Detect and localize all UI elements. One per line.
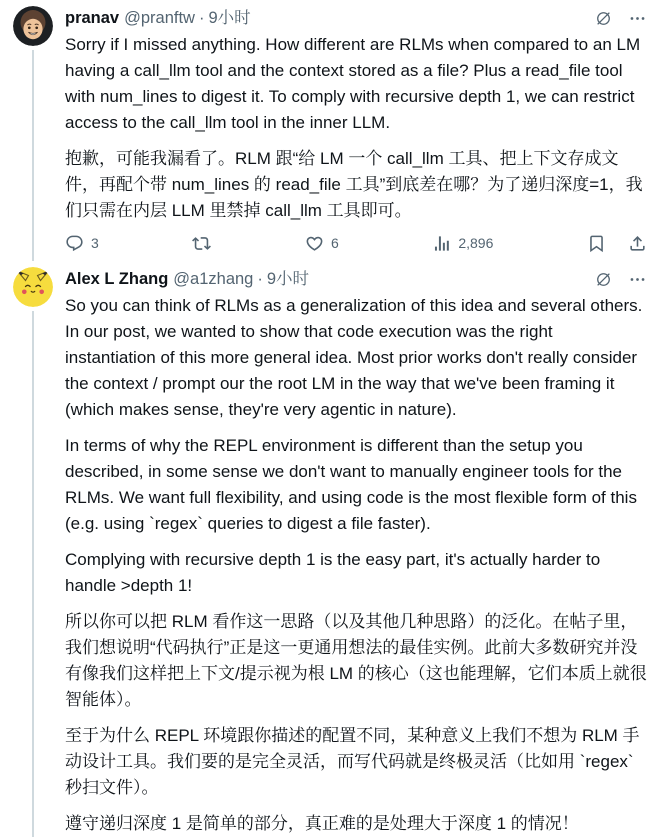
timestamp[interactable]: 9小时 — [208, 9, 251, 27]
tweet-paragraph-en: So you can think of RLMs as a generalization of this idea and several others. In our post, we wanted to show that code execution was the right instantiation of this more general idea. Most prior works don't really consider the context / prompt our the root LM in the way that we've been framing it (which makes sense, they're very agentic in nature). — [65, 296, 643, 419]
reply-count: 3 — [91, 235, 99, 251]
reply-button[interactable] — [65, 234, 99, 253]
tweet-text — [65, 293, 647, 837]
timestamp[interactable]: 9小时 — [266, 270, 310, 288]
more-icon[interactable] — [628, 9, 647, 28]
tweet-paragraph-en: Sorry if I missed anything. How different are RLMs when compared to an LM having a call_llm tool and the context stored as a file? Plus a read_file tool with num_lines to digest it. To comply with recursive depth 1, we can restrict access to the call_llm tool in the inner LLM. — [65, 35, 641, 132]
dot-separator: · — [257, 270, 263, 288]
tweet-gutter — [13, 267, 53, 837]
reply-icon — [65, 234, 84, 253]
grok-icon[interactable] — [594, 270, 613, 289]
tweet-gutter — [13, 6, 53, 261]
tweet-text — [65, 32, 647, 224]
tweet-paragraph-en: In terms of why the REPL environment is different than the setup you described, in some sense we don't want to manually engineer tools for the RLMs. We want full flexibility, and using code is the most flexible form of this (e.g. using `regex` queries to digest a file faster). — [65, 436, 637, 533]
like-count: 6 — [330, 235, 339, 251]
author-name[interactable]: pranav — [65, 9, 120, 27]
memoji-face-icon — [13, 6, 53, 46]
tweet-paragraph-zh: 遵守递归深度 1 是简单的部分，真正难的是处理大于深度 1 的情况！ — [65, 814, 579, 833]
tweet-pranav — [0, 0, 661, 261]
tweet-header — [65, 269, 647, 290]
avatar-pranav[interactable] — [13, 6, 53, 46]
grok-icon[interactable] — [594, 9, 613, 28]
tweet-header — [65, 8, 647, 29]
repost-button[interactable] — [192, 234, 211, 253]
repost-icon — [192, 234, 211, 253]
bookmark-icon — [587, 234, 606, 253]
views-count: 2,896 — [458, 235, 494, 251]
bookmark-button[interactable] — [587, 234, 606, 253]
share-button[interactable] — [628, 234, 647, 253]
avatar-alzhang[interactable] — [13, 267, 53, 307]
author-handle[interactable]: @a1zhang — [173, 270, 254, 288]
views-button[interactable] — [432, 234, 493, 253]
dot-separator: · — [198, 9, 205, 27]
like-button[interactable] — [305, 234, 339, 253]
share-icon — [628, 234, 647, 253]
thread-connector-line — [32, 50, 34, 261]
tweet-paragraph-zh: 至于为什么 REPL 环境跟你描述的配置不同，某种意义上我们不想为 RLM 手动设计工具。我们要的是完全灵活，而写代码就是终极灵活（比如用 `regex` 秒扫文件）。 — [65, 726, 640, 797]
tweet-action-bar — [65, 234, 647, 253]
tweet-paragraph-en: Complying with recursive depth 1 is the easy part, it's actually harder to handle >depth 1! — [65, 550, 601, 595]
author-name[interactable]: Alex L Zhang — [65, 270, 169, 288]
like-icon — [305, 234, 324, 253]
thread-connector-line — [32, 311, 34, 837]
more-icon[interactable] — [628, 270, 647, 289]
author-handle[interactable]: @pranftw — [124, 9, 195, 27]
views-icon — [432, 234, 451, 253]
pikachu-face-icon — [13, 267, 53, 307]
tweet-paragraph-zh: 所以你可以把 RLM 看作这一思路（以及其他几种思路）的泛化。在帖子里，我们想说明“代码执行”正是这一更通用想法的最佳实例。此前大多数研究并没有像我们这样把上下文/提示视为根 LM 的核心（这也能理解，它们本质上就很智能体）。 — [65, 612, 647, 709]
tweet-paragraph-zh: 抱歉，可能我漏看了。RLM 跟“给 LM 一个 call_llm 工具、把上下文存成文件，再配个带 num_lines 的 read_file 工具”到底差在哪？为了递归深度=1，我们只需在内层 LLM 里禁掉 call_llm 工具即可。 — [65, 149, 643, 220]
tweet-alex-l-zhang — [0, 261, 661, 837]
